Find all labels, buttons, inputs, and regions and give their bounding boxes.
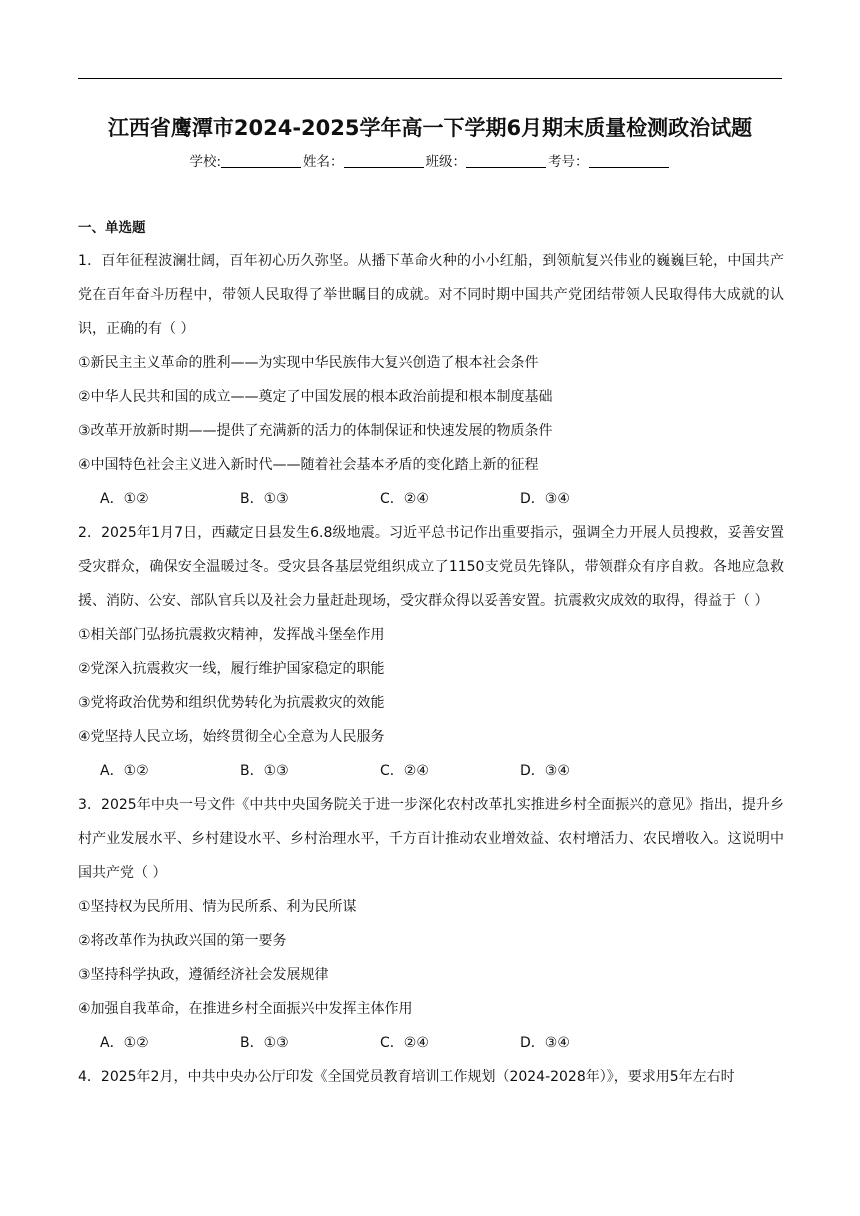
statement-4: ④加强自我革命，在推进乡村全面振兴中发挥主体作用 xyxy=(78,1001,413,1017)
statement-1: ①坚持权为民所用、情为民所系、利为民所谋 xyxy=(78,899,357,915)
exam-content xyxy=(78,218,784,1094)
name-blank[interactable] xyxy=(344,153,424,168)
question-stem: 1．百年征程波澜壮阔，百年初心历久弥坚。从播下革命火种的小小红船，到领航复兴伟业的巍巍巨轮，中国共产党在百年奋斗历程中，带领人民取得了举世瞩目的成就。对不同时期中国共产党团结带领人民取得伟大成就的认识，正确的有（ ） xyxy=(78,253,784,337)
choice-b[interactable]: B．①③ xyxy=(240,763,289,779)
statement-1: ①新民主主义革命的胜利——为实现中华民族伟大复兴创造了根本社会条件 xyxy=(78,355,539,371)
class-blank[interactable] xyxy=(466,153,546,168)
statement-2: ②中华人民共和国的成立——奠定了中国发展的根本政治前提和根本制度基础 xyxy=(78,389,553,405)
statement-3: ③坚持科学执政，遵循经济社会发展规律 xyxy=(78,967,329,983)
choice-b[interactable]: B．①③ xyxy=(240,1035,289,1051)
choice-c[interactable]: C．②④ xyxy=(380,763,429,779)
answer-choices xyxy=(78,754,784,788)
choice-a[interactable]: A．①② xyxy=(100,763,149,779)
school-blank[interactable] xyxy=(221,153,301,168)
statement-1: ①相关部门弘扬抗震救灾精神，发挥战斗堡垒作用 xyxy=(78,627,385,643)
choice-d[interactable]: D．③④ xyxy=(520,1035,570,1051)
statement-4: ④党坚持人民立场，始终贯彻全心全意为人民服务 xyxy=(78,729,385,745)
name-label: 姓名： xyxy=(303,154,344,170)
statement-3: ③党将政治优势和组织优势转化为抗震救灾的效能 xyxy=(78,695,385,711)
question-3 xyxy=(78,788,784,1060)
header-rule xyxy=(78,78,782,79)
question-stem: 3．2025年中央一号文件《中共中央国务院关于进一步深化农村改革扎实推进乡村全面振兴的意见》指出，提升乡村产业发展水平、乡村建设水平、乡村治理水平，千方百计推动农业增效益、农村增活力、农民增收入。这说明中国共产党（ ） xyxy=(78,797,784,881)
number-label: 考号： xyxy=(548,154,589,170)
statement-2: ②将改革作为执政兴国的第一要务 xyxy=(78,933,287,949)
choice-a[interactable]: A．①② xyxy=(100,1035,149,1051)
answer-choices xyxy=(78,1026,784,1060)
choice-c[interactable]: C．②④ xyxy=(380,1035,429,1051)
choice-d[interactable]: D．③④ xyxy=(520,491,570,507)
question-stem: 4．2025年2月，中共中央办公厅印发《全国党员教育培训工作规划（2024-2028年）》，要求用5年左右时 xyxy=(78,1069,735,1085)
number-blank[interactable] xyxy=(589,153,669,168)
page-title: 江西省鹰潭市2024-2025学年高一下学期6月期末质量检测政治试题 xyxy=(107,116,753,140)
statement-3: ③改革开放新时期——提供了充满新的活力的体制保证和快速发展的物质条件 xyxy=(78,423,553,439)
section-heading: 一、单选题 xyxy=(78,220,146,236)
school-label: 学校: xyxy=(189,154,222,170)
choice-a[interactable]: A．①② xyxy=(100,491,149,507)
student-info-line xyxy=(0,152,860,172)
statement-2: ②党深入抗震救灾一线，履行维护国家稳定的职能 xyxy=(78,661,385,677)
question-4 xyxy=(78,1060,784,1094)
statement-4: ④中国特色社会主义进入新时代——随着社会基本矛盾的变化踏上新的征程 xyxy=(78,457,539,473)
question-1 xyxy=(78,244,784,516)
choice-c[interactable]: C．②④ xyxy=(380,491,429,507)
choice-b[interactable]: B．①③ xyxy=(240,491,289,507)
choice-d[interactable]: D．③④ xyxy=(520,763,570,779)
answer-choices xyxy=(78,482,784,516)
question-stem: 2．2025年1月7日，西藏定日县发生6.8级地震。习近平总书记作出重要指示，强调全力开展人员搜救，妥善安置受灾群众，确保安全温暖过冬。受灾县各基层党组织成立了1150支党员先锋队，带领群众有序自救。各地应急救援、消防、公安、部队官兵以及社会力量赶赴现场，受灾群众得以妥善安置。抗震救灾成效的取得，得益于（ ） xyxy=(78,525,784,609)
question-2 xyxy=(78,516,784,788)
class-label: 班级： xyxy=(425,154,467,170)
